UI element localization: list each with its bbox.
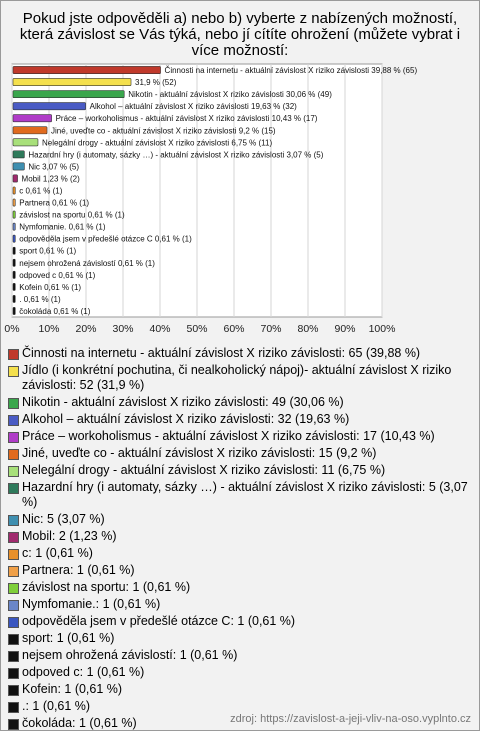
legend-item xyxy=(8,597,476,612)
legend-label: Mobil: 2 (1,23 %) xyxy=(22,529,117,543)
legend-swatch xyxy=(8,634,19,645)
legend-label: Nic: 5 (3,07 %) xyxy=(22,512,105,526)
bar xyxy=(13,271,15,278)
bar xyxy=(13,199,15,206)
legend-swatch xyxy=(8,651,19,662)
bar xyxy=(13,139,38,146)
bar xyxy=(13,223,15,230)
legend-label: c: 1 (0,61 %) xyxy=(22,546,93,560)
x-tick-label: 60% xyxy=(223,323,245,335)
legend-item xyxy=(8,463,476,478)
legend-item xyxy=(8,395,476,410)
legend-item xyxy=(8,682,476,697)
x-tick-label: 70% xyxy=(260,323,282,335)
bar xyxy=(13,283,15,290)
bar-label: nejsem ohrožená závislostí 0,61 % (1) xyxy=(19,258,155,268)
legend-swatch xyxy=(8,685,19,696)
legend-label: Alkohol – aktuální závislost X riziko závislosti: 32 (19,63 %) xyxy=(22,412,350,426)
bar-label: čokoláda 0,61 % (1) xyxy=(19,306,91,316)
bar xyxy=(13,163,24,170)
legend-swatch xyxy=(8,617,19,628)
legend-swatch xyxy=(8,549,19,560)
bar-label: . 0,61 % (1) xyxy=(19,294,61,304)
legend-label: Jídlo (i konkrétní pochutina, či nealkoholický nápoj)- aktuální závislost X riziko závislosti: 52 (31,9 %) xyxy=(22,363,452,392)
bar xyxy=(13,295,15,302)
legend-item xyxy=(8,412,476,427)
x-tick-label: 10% xyxy=(38,323,60,335)
bar-label: Činnosti na internetu - aktuální závislost X riziko závislosti 39,88 % (65) xyxy=(164,66,418,76)
legend-label: Nelegální drogy - aktuální závislost X riziko závislosti: 11 (6,75 %) xyxy=(22,463,386,477)
bar xyxy=(13,127,47,134)
legend-item xyxy=(8,346,476,361)
legend-item xyxy=(8,512,476,527)
bar-label: Nikotin - aktuální závislost X riziko závislosti 30,06 % (49) xyxy=(128,90,332,100)
legend-item xyxy=(8,480,476,510)
legend-item xyxy=(8,529,476,544)
legend-item xyxy=(8,429,476,444)
bar xyxy=(13,115,52,122)
legend-item xyxy=(8,614,476,629)
legend-swatch xyxy=(8,449,19,460)
x-tick-label: 90% xyxy=(334,323,356,335)
legend-label: Činnosti na internetu - aktuální závislost X riziko závislosti: 65 (39,88 %) xyxy=(22,346,421,360)
bar xyxy=(13,78,131,85)
bar-label: Jiné, uveďte co - aktuální závislost X riziko závislosti 9,2 % (15) xyxy=(51,126,276,136)
bar-label: odpověděla jsem v předešlé otázce C 0,61 % (1) xyxy=(19,234,192,244)
legend-swatch xyxy=(8,432,19,443)
bar-label: závislost na sportu 0,61 % (1) xyxy=(19,210,125,220)
legend-item xyxy=(8,546,476,561)
x-tick-label: 40% xyxy=(149,323,171,335)
bar-label: sport 0,61 % (1) xyxy=(19,246,77,256)
legend-label: nejsem ohrožená závislostí: 1 (0,61 %) xyxy=(22,648,238,662)
legend-label: Nymfomanie.: 1 (0,61 %) xyxy=(22,597,161,611)
legend-swatch xyxy=(8,515,19,526)
bar xyxy=(13,103,86,110)
x-tick-label: 0% xyxy=(4,323,20,335)
legend-swatch xyxy=(8,398,19,409)
legend-label: Práce – workoholismus - aktuální závislost X riziko závislosti: 17 (10,43 %) xyxy=(22,429,435,443)
legend-item xyxy=(8,363,476,393)
bar-label: Práce – workoholismus - aktuální závislost X riziko závislosti 10,43 % (17) xyxy=(55,114,318,124)
bar xyxy=(13,91,124,98)
bar xyxy=(13,187,15,194)
legend-swatch xyxy=(8,668,19,679)
legend-item xyxy=(8,580,476,595)
bar xyxy=(13,307,15,314)
legend-item xyxy=(8,563,476,578)
bar-label: Mobil 1,23 % (2) xyxy=(21,174,80,184)
legend-swatch xyxy=(8,702,19,713)
bar xyxy=(13,235,15,242)
legend-label: Kofein: 1 (0,61 %) xyxy=(22,682,123,696)
bar-label: Hazardní hry (i automaty, sázky …) - aktuální závislost X riziko závislosti 3,07 % (5) xyxy=(28,150,324,160)
legend-label: .: 1 (0,61 %) xyxy=(22,699,91,713)
x-tick-label: 20% xyxy=(75,323,97,335)
bar-label: odpoved c 0,61 % (1) xyxy=(19,270,96,280)
legend-label: sport: 1 (0,61 %) xyxy=(22,631,115,645)
legend-swatch xyxy=(8,532,19,543)
legend-label: odpověděla jsem v předešlé otázce C: 1 (0,61 %) xyxy=(22,614,296,628)
bar-label: Nelegální drogy - aktuální závislost X riziko závislosti 6,75 % (11) xyxy=(41,138,273,148)
legend-swatch xyxy=(8,415,19,426)
legend-swatch xyxy=(8,583,19,594)
legend-item xyxy=(8,665,476,680)
legend-swatch xyxy=(8,566,19,577)
bar-chart xyxy=(1,1,479,341)
chart-title: Pokud jste odpověděli a) nebo b) vyberte z nabízených možností, která závislost se Vás týká, nebo jí cítíte ohrožení (můžete vybrat i více možností: xyxy=(19,10,461,59)
bar xyxy=(13,151,24,158)
bar xyxy=(13,259,15,266)
x-tick-label: 100% xyxy=(368,323,396,335)
bar-label: 31,9 % (52) xyxy=(135,78,177,88)
bar xyxy=(13,66,161,73)
legend-label: Jiné, uveďte co - aktuální závislost X riziko závislosti: 15 (9,2 %) xyxy=(22,446,377,460)
legend-label: závislost na sportu: 1 (0,61 %) xyxy=(22,580,191,594)
bar-label: Nymfomanie. 0,61 % (1) xyxy=(19,222,106,232)
legend-label: Nikotin - aktuální závislost X riziko závislosti: 49 (30,06 %) xyxy=(22,395,344,409)
bar-label: Nic 3,07 % (5) xyxy=(28,162,80,172)
legend-swatch xyxy=(8,349,19,360)
bar xyxy=(13,175,18,182)
legend-label: Partnera: 1 (0,61 %) xyxy=(22,563,135,577)
bar-label: Partnera 0,61 % (1) xyxy=(19,198,90,208)
bar-label: Alkohol – aktuální závislost X riziko závislosti 19,63 % (32) xyxy=(89,102,297,112)
source-note: zdroj: https://zavislost-a-jeji-vliv-na-oso.vyplnto.cz xyxy=(230,713,471,725)
x-tick-label: 80% xyxy=(297,323,319,335)
bar xyxy=(13,211,15,218)
legend-swatch xyxy=(8,483,19,494)
legend-label: čokoláda: 1 (0,61 %) xyxy=(22,716,137,730)
bar-label: Kofein 0,61 % (1) xyxy=(19,282,82,292)
legend-swatch xyxy=(8,366,19,377)
legend-label: odpoved c: 1 (0,61 %) xyxy=(22,665,145,679)
chart-legend xyxy=(8,346,476,733)
legend-item xyxy=(8,446,476,461)
x-tick-label: 50% xyxy=(186,323,208,335)
x-tick-label: 30% xyxy=(112,323,134,335)
legend-label: Hazardní hry (i automaty, sázky …) - aktuální závislost X riziko závislosti: 5 (3,07 %) xyxy=(22,480,468,509)
legend-item xyxy=(8,631,476,646)
legend-item xyxy=(8,648,476,663)
legend-item xyxy=(8,699,476,714)
legend-swatch xyxy=(8,466,19,477)
bar xyxy=(13,247,15,254)
bar-label: c 0,61 % (1) xyxy=(19,186,63,196)
legend-swatch xyxy=(8,600,19,611)
legend-swatch xyxy=(8,719,19,730)
